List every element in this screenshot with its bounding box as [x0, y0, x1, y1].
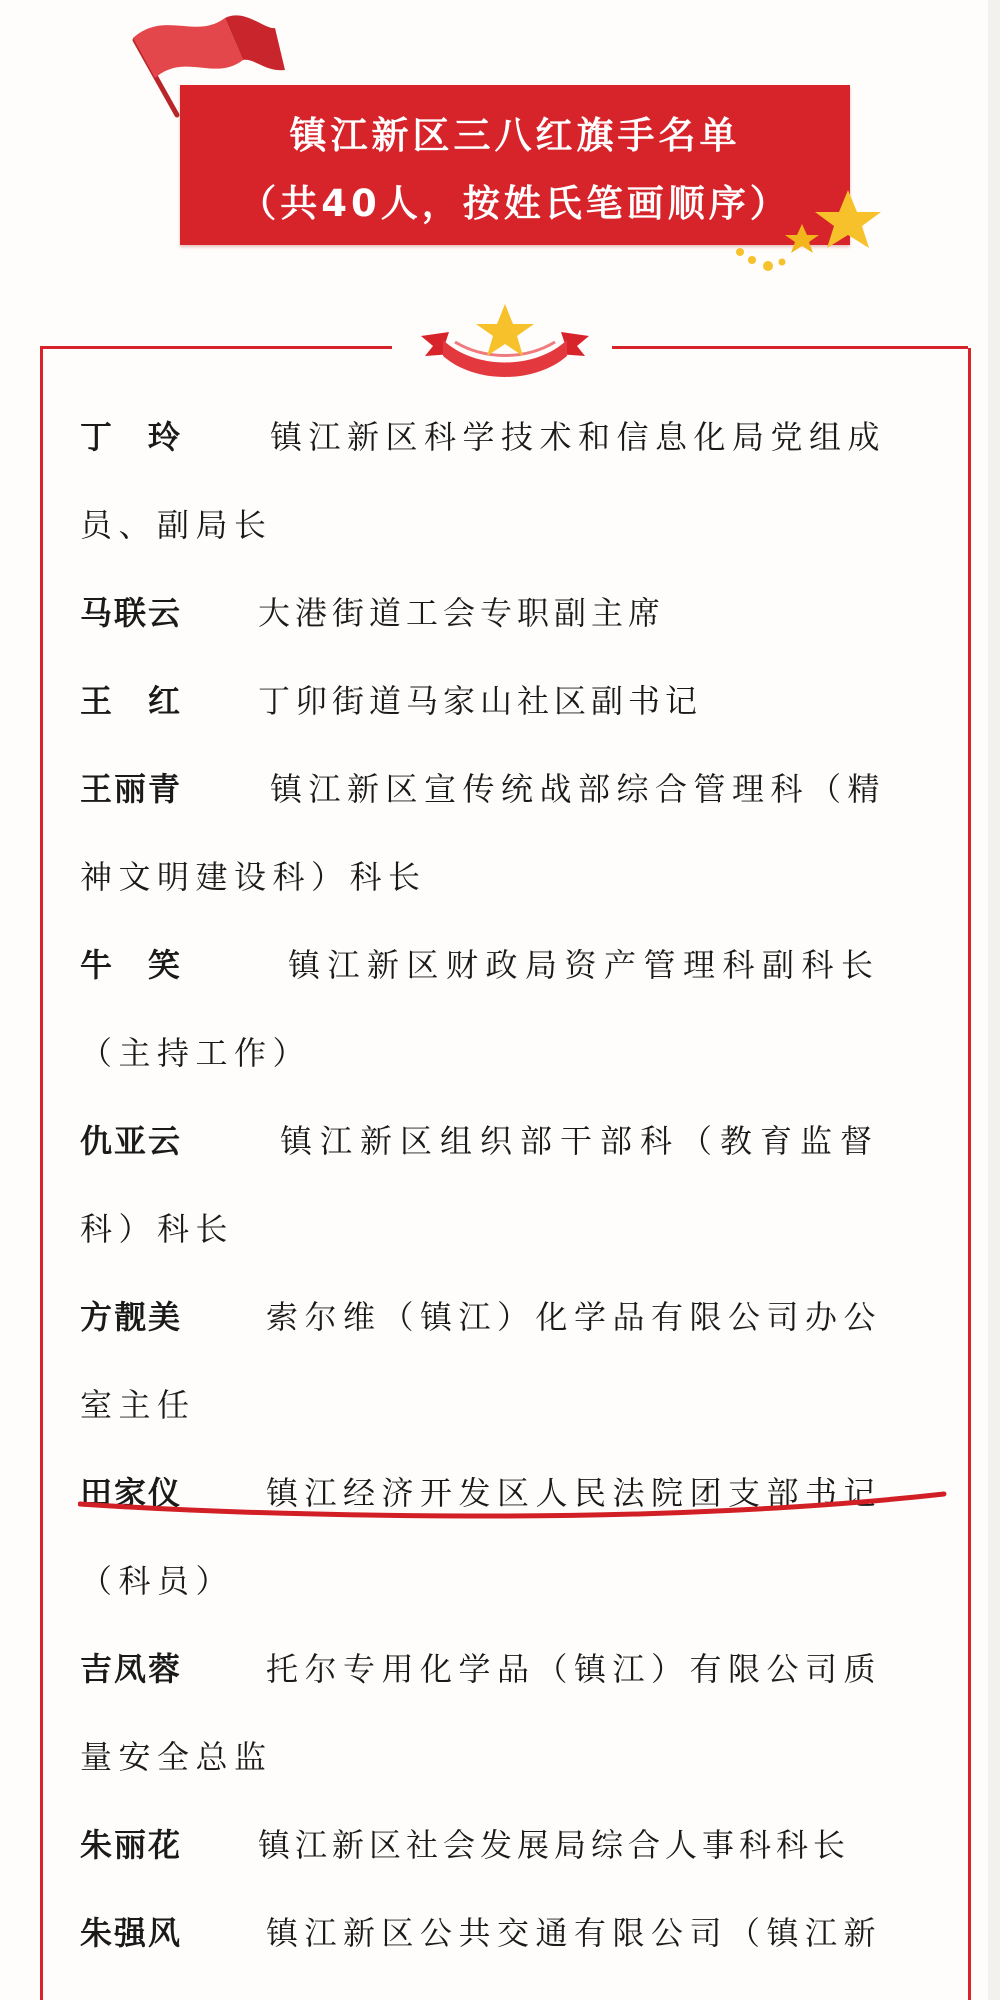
honoree-name: 朱丽花 — [80, 1826, 183, 1864]
red-underline-mark — [78, 1490, 948, 1530]
honoree-name: 丁 玲 — [80, 418, 183, 456]
honoree-position: 镇江新区社会发展局综合人事科科长 — [258, 1826, 851, 1864]
honoree-name: 朱强风 — [80, 1914, 183, 1952]
honoree-position-cont: 员、副局长 — [80, 506, 273, 544]
honoree-position: 镇江新区组织部干部科（教育监督 — [280, 1122, 881, 1160]
honoree-name: 马联云 — [80, 594, 183, 632]
honoree-position: 镇江新区财政局资产管理科副科长 — [288, 946, 881, 984]
honoree-name: 仇亚云 — [80, 1122, 183, 1160]
honoree-position-cont: 室主任 — [80, 1386, 196, 1424]
honoree-name: 吉凤蓉 — [80, 1650, 183, 1688]
stars-icon — [720, 190, 890, 280]
page-title: 镇江新区三八红旗手名单 — [289, 114, 741, 157]
edge-strip — [988, 0, 1000, 2000]
honoree-name: 田家仪 — [80, 1474, 183, 1512]
honoree-position: 丁卯街道马家山社区副书记 — [258, 682, 703, 720]
honoree-name: 牛 笑 — [80, 946, 183, 984]
honoree-position: 镇江新区科学技术和信息化局党组成 — [270, 418, 887, 456]
honoree-position: 托尔专用化学品（镇江）有限公司质 — [266, 1650, 883, 1688]
honoree-position-cont: （科员） — [80, 1562, 235, 1600]
honoree-position: 镇江经济开发区人民法院团支部书记 — [266, 1474, 883, 1512]
page-subtitle: （共40人，按姓氏笔画顺序） — [239, 182, 791, 225]
honoree-name: 方靓美 — [80, 1298, 183, 1336]
honoree-position-cont: 神文明建设科）科长 — [80, 858, 427, 896]
honoree-position: 镇江新区宣传统战部综合管理科（精 — [270, 770, 887, 808]
honoree-position-cont: （主持工作） — [80, 1034, 312, 1072]
honoree-position-cont: 量安全总监 — [80, 1738, 273, 1776]
honoree-name: 王丽青 — [80, 770, 183, 808]
honoree-position-cont: 科）科长 — [80, 1210, 235, 1248]
honoree-name: 王 红 — [80, 682, 183, 720]
honoree-position: 大港街道工会专职副主席 — [258, 594, 666, 632]
honoree-position: 镇江新区公共交通有限公司（镇江新 — [266, 1914, 883, 1952]
ribbon-star-icon — [415, 298, 595, 388]
honoree-position: 索尔维（镇江）化学品有限公司办公 — [266, 1298, 883, 1336]
